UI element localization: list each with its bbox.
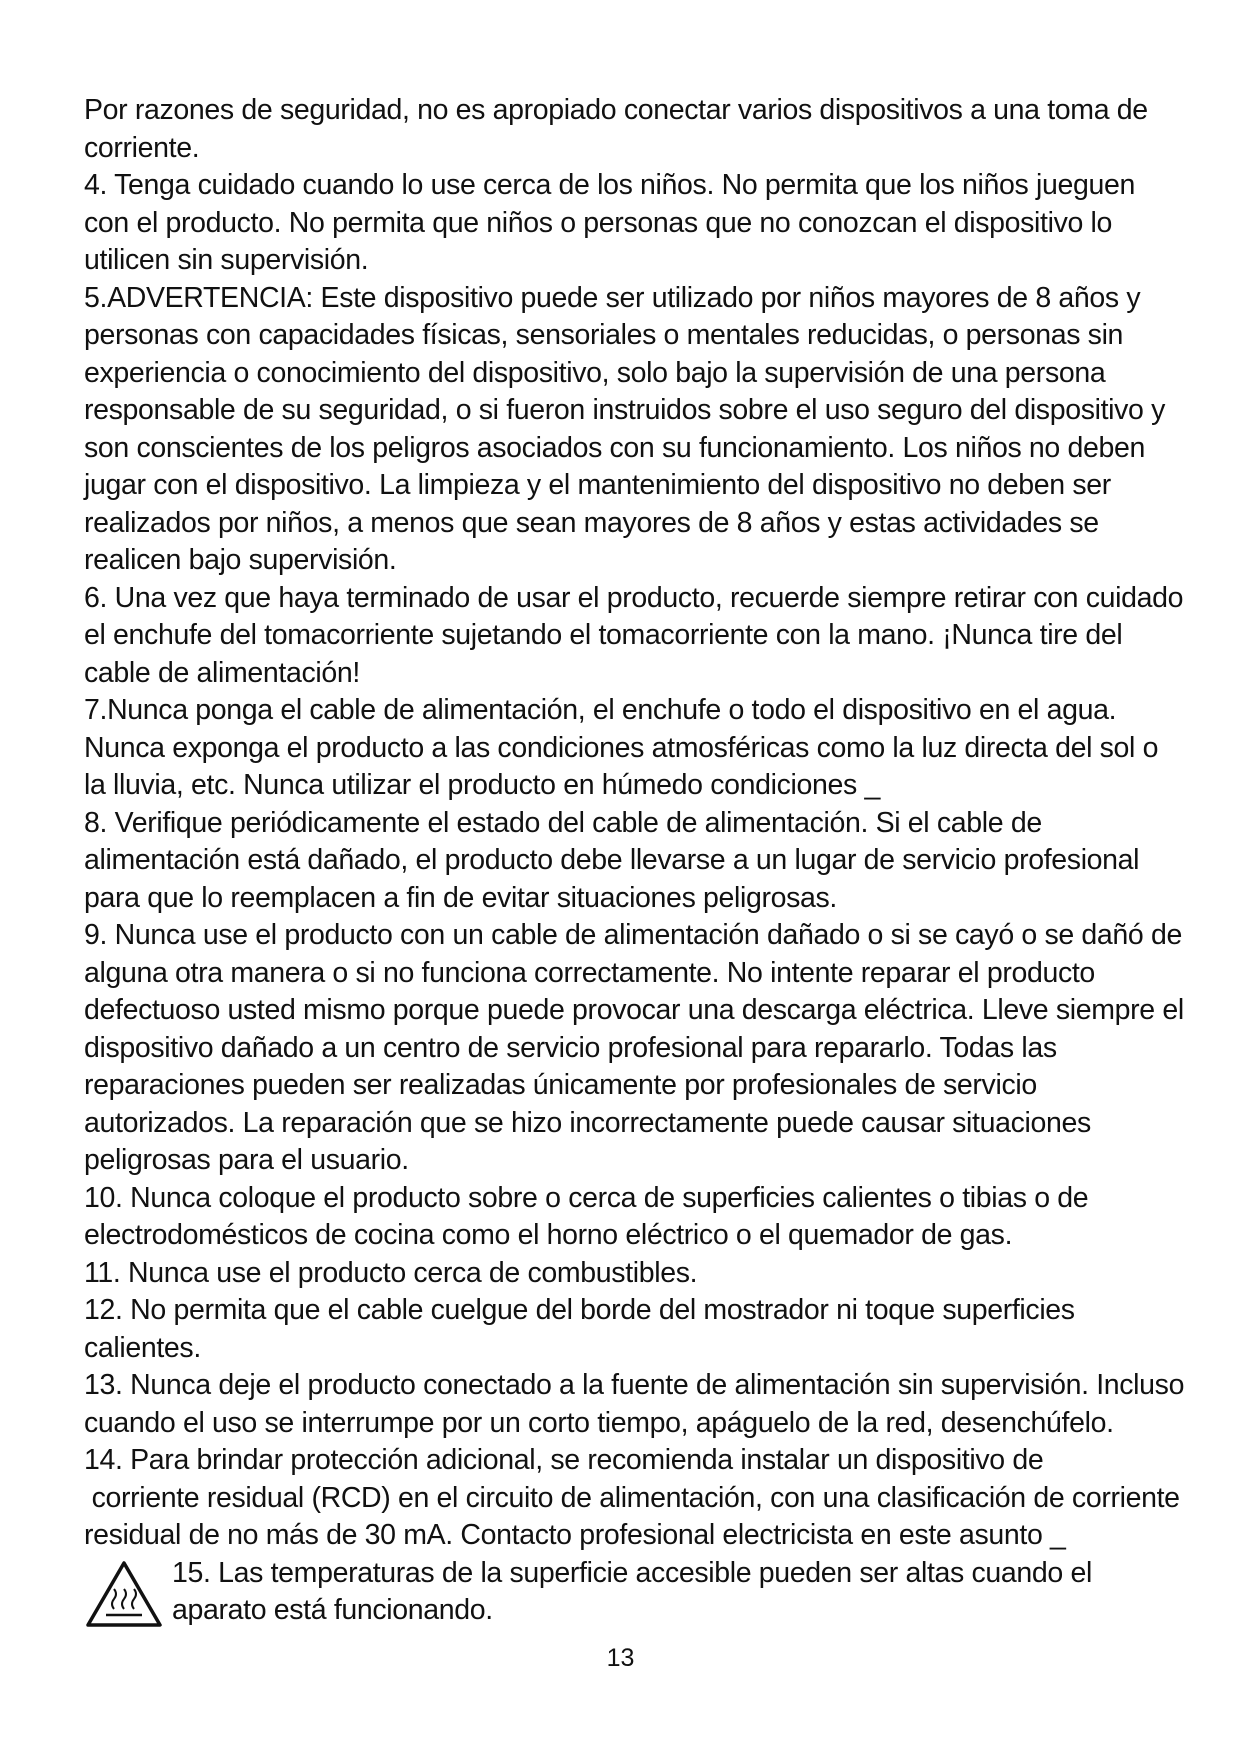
text-line: reparaciones pueden ser realizadas únicamente por profesionales de servicio: [84, 1069, 1037, 1101]
text-line: jugar con el dispositivo. La limpieza y el mantenimiento del dispositivo no deben ser: [84, 469, 1111, 501]
text-line: residual de no más de 30 mA. Contacto profesional electricista en este asunto _: [84, 1519, 1066, 1551]
text-line: 6. Una vez que haya terminado de usar el producto, recuerde siempre retirar con cuidado: [84, 581, 1184, 614]
hot-surface-warning-icon: [84, 1559, 164, 1629]
safety-instructions: [84, 92, 1185, 1630]
text-line: Por razones de seguridad, no es apropiado conectar varios dispositivos a una toma de: [84, 94, 1148, 126]
text-line: calientes.: [84, 1331, 201, 1364]
text-line: cuando el uso se interrumpe por un corto tiempo, apáguelo de la red, desenchúfelo.: [84, 1406, 1114, 1439]
text-line: corriente residual (RCD) en el circuito de alimentación, con una clasificación de corriente: [84, 1481, 1180, 1514]
text-line: realizados por niños, a menos que sean mayores de 8 años y estas actividades se: [84, 506, 1099, 539]
text-line: 12. No permita que el cable cuelgue del borde del mostrador ni toque superficies: [84, 1294, 1075, 1326]
page-number: 13: [606, 1644, 635, 1672]
text-line: defectuoso usted mismo porque puede provocar una descarga eléctrica. Lleve siempre el: [84, 994, 1184, 1026]
text-line: realicen bajo supervisión.: [84, 544, 397, 576]
text-line: 14. Para brindar protección adicional, se recomienda instalar un dispositivo de: [84, 1444, 1044, 1476]
text-line: 5.ADVERTENCIA: Este dispositivo puede ser utilizado por niños mayores de 8 años y: [84, 281, 1141, 314]
text-line: 10. Nunca coloque el producto sobre o cerca de superficies calientes o tibias o de: [84, 1181, 1089, 1214]
text-line: la lluvia, etc. Nunca utilizar el producto en húmedo condiciones _: [84, 769, 880, 801]
text-line: 9. Nunca use el producto con un cable de alimentación dañado o si se cayó o se dañó de: [84, 919, 1183, 951]
text-line: corriente.: [84, 131, 200, 164]
text-line: 7.Nunca ponga el cable de alimentación, el enchufe o todo el dispositivo en el agua.: [84, 694, 1117, 726]
text-line: el enchufe del tomacorriente sujetando el tomacorriente con la mano. ¡Nunca tire del: [84, 619, 1123, 651]
text-line: experiencia o conocimiento del dispositivo, solo bajo la supervisión de una persona: [84, 356, 1106, 389]
text-line: 11. Nunca use el producto cerca de combustibles.: [84, 1256, 698, 1289]
warning-line: 15. Las temperaturas de la superficie accesible pueden ser altas cuando el: [172, 1556, 1092, 1589]
text-line: cable de alimentación!: [84, 656, 360, 689]
text-line: dispositivo dañado a un centro de servicio profesional para repararlo. Todas las: [84, 1031, 1057, 1064]
text-line: Nunca exponga el producto a las condiciones atmosféricas como la luz directa del sol o: [84, 731, 1159, 764]
text-line: peligrosas para el usuario.: [84, 1144, 409, 1176]
text-line: para que lo reemplacen a fin de evitar situaciones peligrosas.: [84, 881, 838, 914]
text-line: con el producto. No permita que niños o personas que no conozcan el dispositivo lo: [84, 206, 1113, 239]
hot-surface-warning: [84, 1555, 1174, 1630]
text-line: responsable de su seguridad, o si fueron instruidos sobre el uso seguro del dispositivo y: [84, 394, 1166, 426]
text-line: alguna otra manera o si no funciona correctamente. No intente reparar el producto: [84, 956, 1095, 989]
text-line: alimentación está dañado, el producto debe llevarse a un lugar de servicio profesional: [84, 844, 1140, 876]
text-line: 8. Verifique periódicamente el estado del cable de alimentación. Si el cable de: [84, 806, 1042, 839]
text-line: autorizados. La reparación que se hizo incorrectamente puede causar situaciones: [84, 1106, 1091, 1139]
text-line: 4. Tenga cuidado cuando lo use cerca de los niños. No permita que los niños jueguen: [84, 169, 1135, 201]
text-line: son conscientes de los peligros asociados con su funcionamiento. Los niños no deben: [84, 431, 1145, 464]
warning-line: aparato está funcionando.: [172, 1594, 493, 1626]
text-line: 13. Nunca deje el producto conectado a la fuente de alimentación sin supervisión. Incluso: [84, 1369, 1185, 1401]
text-line: electrodomésticos de cocina como el horno eléctrico o el quemador de gas.: [84, 1219, 1013, 1251]
text-line: personas con capacidades físicas, sensoriales o mentales reducidas, o personas sin: [84, 319, 1124, 351]
text-line: utilicen sin supervisión.: [84, 244, 369, 276]
